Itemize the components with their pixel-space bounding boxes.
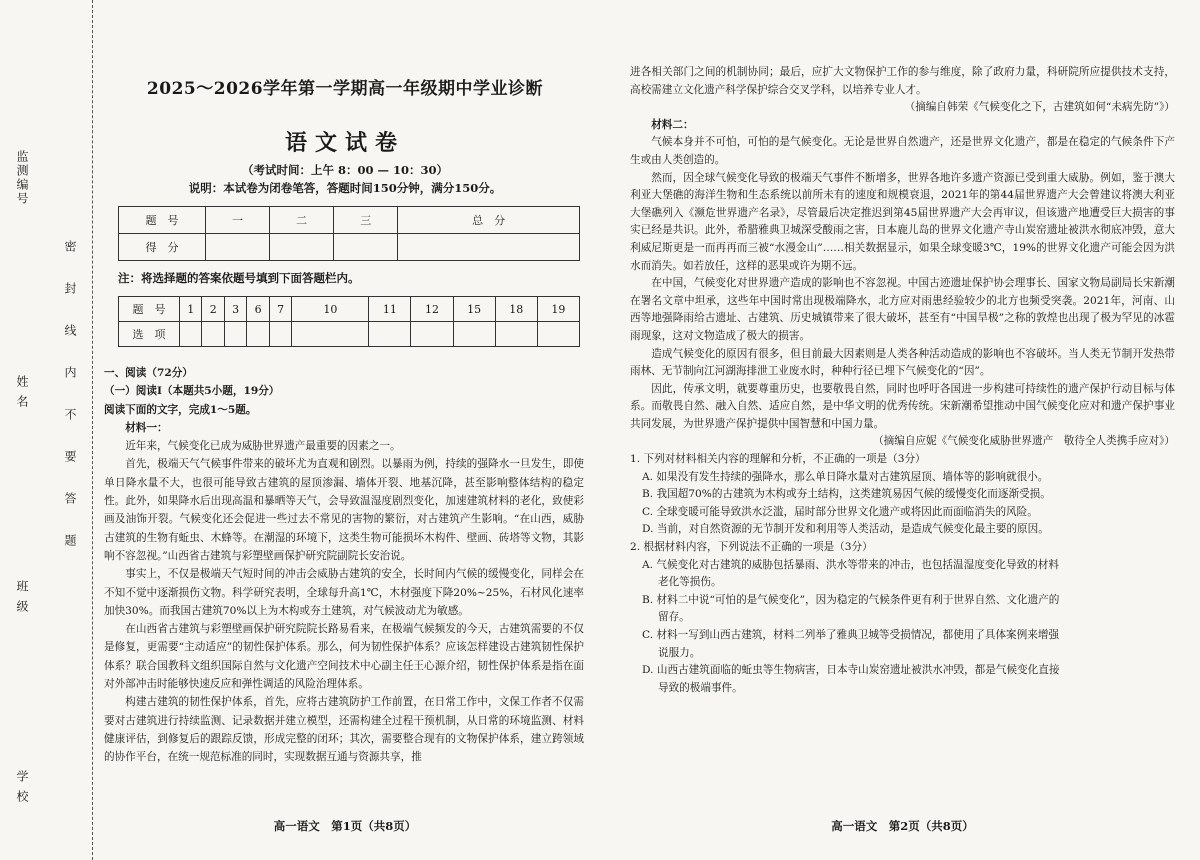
option-c: C. 全球变暖可能导致洪水泛滥，届时部分世界文化遗产或将因此而面临消失的风险。 — [642, 505, 1038, 518]
answer-input-cell[interactable] — [411, 322, 453, 347]
question-1 — [630, 451, 1175, 539]
option-a-cont: 老化等损伤。 — [658, 576, 722, 589]
paragraph: 首先，极端天气气候事件带来的破坏尤为直观和剧烈。以暴雨为例，持续的强降水一旦发生，即使单日降水量不大，也很可能导致古建筑的屋顶渗漏、墙体开裂、地基沉降，甚至影响整体结构的稳定性。此外，如果降水后出现高温和暴晒等天气，会导致温湿度剧烈变化，加速建筑材料的老化，致使彩画及油饰开裂。气候变化还会促进一些过去不常见的害物的繁衍，对古建筑产生影响。“在山西，威胁古建筑的生物有蚯虫、木蜂等。在潮湿的环境下，这类生物可能损坏木构件、壁画、砖塔等文物，其影响不容忽视。”山西省古建筑与彩塑壁画保护研究院副院长安治说。 — [104, 458, 584, 562]
table-cell: 10 — [292, 297, 369, 322]
material-label: 材料二： — [651, 118, 694, 131]
source-citation: （摘编自应妮《气候变化威胁世界遗产 敬待全人类携手应对》） — [873, 435, 1175, 448]
table-row — [119, 297, 580, 322]
paragraph: 然而，因全球气候变化导致的极端天气事件不断增多，世界各地许多遗产资源已受到重大威胁。例如，鉴于澳大利亚大堡礁的海洋生物和生态系统以前所未有的速度和规模衰退，2021年的第44届世界遗产大会曾建议将澳大利亚大堡礁列入《濒危世界遗产名录》，尽管最后决定推迟到第45届世界遗产大会再审议，但该遗产地遭受巨大损害的事实已经是共识。此外，希腊雅典卫城深受酸雨之害，日本鹿儿岛的世界文化遗产寺山炭窑遗址被洪水彻底冲毁，意大利威尼斯更是一而再再而三被“水漫金山”……相关数据显示，如果全球变暖3℃，19%的世界文化遗产可能会因为洪水而消失。如若放任，这样的恶果或许为期不远。 — [630, 171, 1175, 272]
answer-input-cell[interactable] — [224, 322, 246, 347]
exam-time: （考试时间：上午 8：00 — 10：30） — [241, 163, 449, 177]
section-subheading: （一）阅读Ⅰ（本题共5小题，19分） — [104, 385, 280, 398]
score-input-cell[interactable] — [206, 234, 270, 261]
table-cell: 19 — [537, 297, 579, 322]
table-cell: 题 号 — [119, 207, 206, 234]
answer-input-cell[interactable] — [269, 322, 291, 347]
exam-title: 2025～2026学年第一学期高一年级期中学业诊断 — [146, 79, 544, 99]
paragraph: 气候本身并不可怕，可怕的是气候变化。无论是世界自然遗产，还是世界文化遗产，都是在稳定的气候条件下产生或由人类创造的。 — [630, 136, 1175, 166]
page-1 — [100, 0, 590, 860]
table-row — [119, 322, 580, 347]
option-b: B. 材料二中说“可怕的是气候变化”，因为稳定的气候条件更有利于世界自然、文化遗产的 — [642, 593, 1060, 606]
answer-input-cell[interactable] — [453, 322, 495, 347]
option-d-cont: 导致的极端事件。 — [658, 681, 743, 694]
school-label: 学 校 — [15, 770, 29, 804]
table-cell: 6 — [247, 297, 269, 322]
option-d: D. 山西古建筑面临的蚯虫等生物病害，日本寺山炭窑遗址被洪水冲毁，都是气候变化直接 — [642, 664, 1060, 677]
table-cell: 11 — [369, 297, 411, 322]
source-citation: （摘编自韩荣《气候变化之下，古建筑如何“未病先防”》） — [904, 101, 1175, 114]
answer-note: 注：将选择题的答案依题号填到下面答题栏内。 — [118, 271, 360, 285]
question-stem: 1. 下列对材料相关内容的理解和分析，不正确的一项是（3分） — [630, 453, 926, 466]
table-cell: 得 分 — [119, 234, 206, 261]
page-2 — [630, 0, 1175, 860]
page-footer: 高一语文 第2页（共8页） — [831, 819, 974, 833]
name-label: 姓 名 — [15, 375, 29, 409]
option-b: B. 我国超70%的古建筑为木构或夯土结构，这类建筑易因气候的缓慢变化而逐渐受损。 — [642, 488, 1051, 501]
paragraph: 事实上，不仅是极端天气短时间的冲击会威胁古建筑的安全，长时间内气候的缓慢变化，同样会在不知不觉中逐渐损伤文物。科学研究表明，全球每升高1℃，木材强度下降20%~25%，石材风化速率加快30%。而我国古建筑70%以上为木构或夯土建筑，对气候波动尤为敏感。 — [104, 568, 584, 617]
table-cell: 题 号 — [119, 297, 180, 322]
answer-input-cell[interactable] — [537, 322, 579, 347]
material-label: 材料一： — [125, 421, 168, 434]
table-cell: 18 — [495, 297, 537, 322]
score-input-cell[interactable] — [398, 234, 580, 261]
exam-note: 说明：本试卷为闭卷笔答，答题时间150分钟，满分150分。 — [188, 181, 502, 195]
table-cell: 选 项 — [119, 322, 180, 347]
table-cell: 1 — [180, 297, 202, 322]
option-a: A. 如果没有发生持续的强降水，那么单日降水量对古建筑屋顶、墙体等的影响就很小。 — [642, 470, 1049, 483]
table-cell: 7 — [269, 297, 291, 322]
answer-input-cell[interactable] — [495, 322, 537, 347]
answer-input-cell[interactable] — [247, 322, 269, 347]
paragraph: 造成气候变化的原因有很多，但目前最大因素则是人类各种活动造成的影响也不容破坏。当人类无节制开发热带雨林、无节制向江河湖海排泄工业废水时，种种行径已埋下气候变化的“因”。 — [630, 347, 1175, 378]
paragraph: 近年来，气候变化已成为威胁世界遗产最重要的因素之一。 — [125, 440, 401, 453]
score-input-cell[interactable] — [334, 234, 398, 261]
table-cell: 12 — [411, 297, 453, 322]
option-b-cont: 留存。 — [658, 611, 690, 624]
score-input-cell[interactable] — [270, 234, 334, 261]
class-label: 班 级 — [15, 580, 29, 614]
table-cell: 三 — [334, 207, 398, 234]
paragraph: 在中国，气候变化对世界遗产造成的影响也不容忽视。中国古迹遗址保护协会理事长、国家文物局副局长宋新潮在署名文章中坦承，这些年中国时常出现极端降水，北方应对雨患经验较少的北方也频受突袭。2021年，河南、山西等地强降雨给古遗址、古建筑、历史城镇带来了很大破坏，甚至有“中国旱极”之称的敦煌也出现了极为罕见的冰雹雨现象，这对文物造成了极大的损害。 — [630, 277, 1175, 342]
binding-margin — [0, 0, 93, 860]
paragraph: 进各相关部门之间的机制协同；最后，应扩大文物保护工作的参与维度，除了政府力量，科研院所应提供技术支持，高校需建立文化遗产科学保护综合交叉学科，以培养专业人才。 — [630, 66, 1175, 96]
answer-input-cell[interactable] — [292, 322, 369, 347]
table-cell: 总 分 — [398, 207, 580, 234]
instruction: 阅读下面的文字，完成1～5题。 — [104, 403, 257, 416]
table-row — [119, 234, 580, 261]
option-c-cont: 说服力。 — [658, 646, 701, 659]
table-cell: 3 — [224, 297, 246, 322]
paragraph: 因此，传承文明，就要尊重历史，也要敬畏自然，同时也呼吁各国进一步构建可持续性的遗产保护行动目标与体系。而敬畏自然、融入自然、适应自然，是中华文明的优秀传统。宋新潮希望推动中国气候变化应对和遗产保护事业共同发展，为世界遗产保护提供中国智慧和中国力量。 — [630, 382, 1175, 430]
question-stem: 2. 根据材料内容，下列说法不正确的一项是（3分） — [630, 541, 873, 554]
option-c: C. 材料一写到山西古建筑，材料二列举了雅典卫城等受损情况，都使用了具体案例来增强 — [642, 629, 1060, 641]
answer-input-cell[interactable] — [369, 322, 411, 347]
score-table — [118, 206, 580, 261]
reading-passage-1 — [104, 364, 584, 767]
table-cell: 二 — [270, 207, 334, 234]
table-cell: 15 — [453, 297, 495, 322]
answer-input-cell[interactable] — [180, 322, 202, 347]
table-cell: 一 — [206, 207, 270, 234]
table-row — [119, 207, 580, 234]
paragraph: 构建古建筑的韧性保护体系，首先，应将古建筑防护工作前置，在日常工作中，文保工作者不仅需要对古建筑进行持续监测、记录数据并建立模型，还需构建全过程干预机制，从日常的环境监测、材料健康评估，到修复后的跟踪反馈，形成完整的闭环；其次，需要整合现有的文物保护体系，建立跨领域的协作平台，在统一规范标准的同时，实现数据互通与资源共享，推 — [104, 696, 584, 764]
reading-passage-2 — [630, 64, 1175, 697]
option-d: D. 当前，对自然资源的无节制开发和利用等人类活动，是造成气候变化最主要的原因。 — [642, 523, 1049, 536]
page-footer: 高一语文 第1页（共8页） — [273, 819, 417, 833]
answer-input-cell[interactable] — [202, 322, 224, 347]
section-heading: 一、阅读（72分） — [104, 367, 193, 379]
table-cell: 2 — [202, 297, 224, 322]
option-a: A. 气候变化对古建筑的威胁包括暴雨、洪水等带来的冲击，也包括温湿度变化导致的材料 — [642, 558, 1059, 571]
answer-table — [118, 296, 580, 347]
paper-title: 语文试卷 — [284, 130, 405, 156]
question-2 — [630, 539, 1175, 697]
exam-number-label: 监测编号 — [15, 150, 29, 206]
paragraph: 在山西省古建筑与彩塑壁画保护研究院院长路易看来，在极端气候频发的今天，古建筑需要的不仅是修复，更需要“主动适应”的韧性保护体系。那么，何为韧性保护体系？应该怎样建设古建筑韧性保护体系？联合国教科文组织国际自然与文化遗产空间技术中心副主任王心源介绍，韧性保护体系是指在面对外部冲击时能够快速反应和弹性调适的风险治理体系。 — [104, 623, 584, 691]
seal-line-note: 密封线内不要答题 — [63, 240, 77, 576]
